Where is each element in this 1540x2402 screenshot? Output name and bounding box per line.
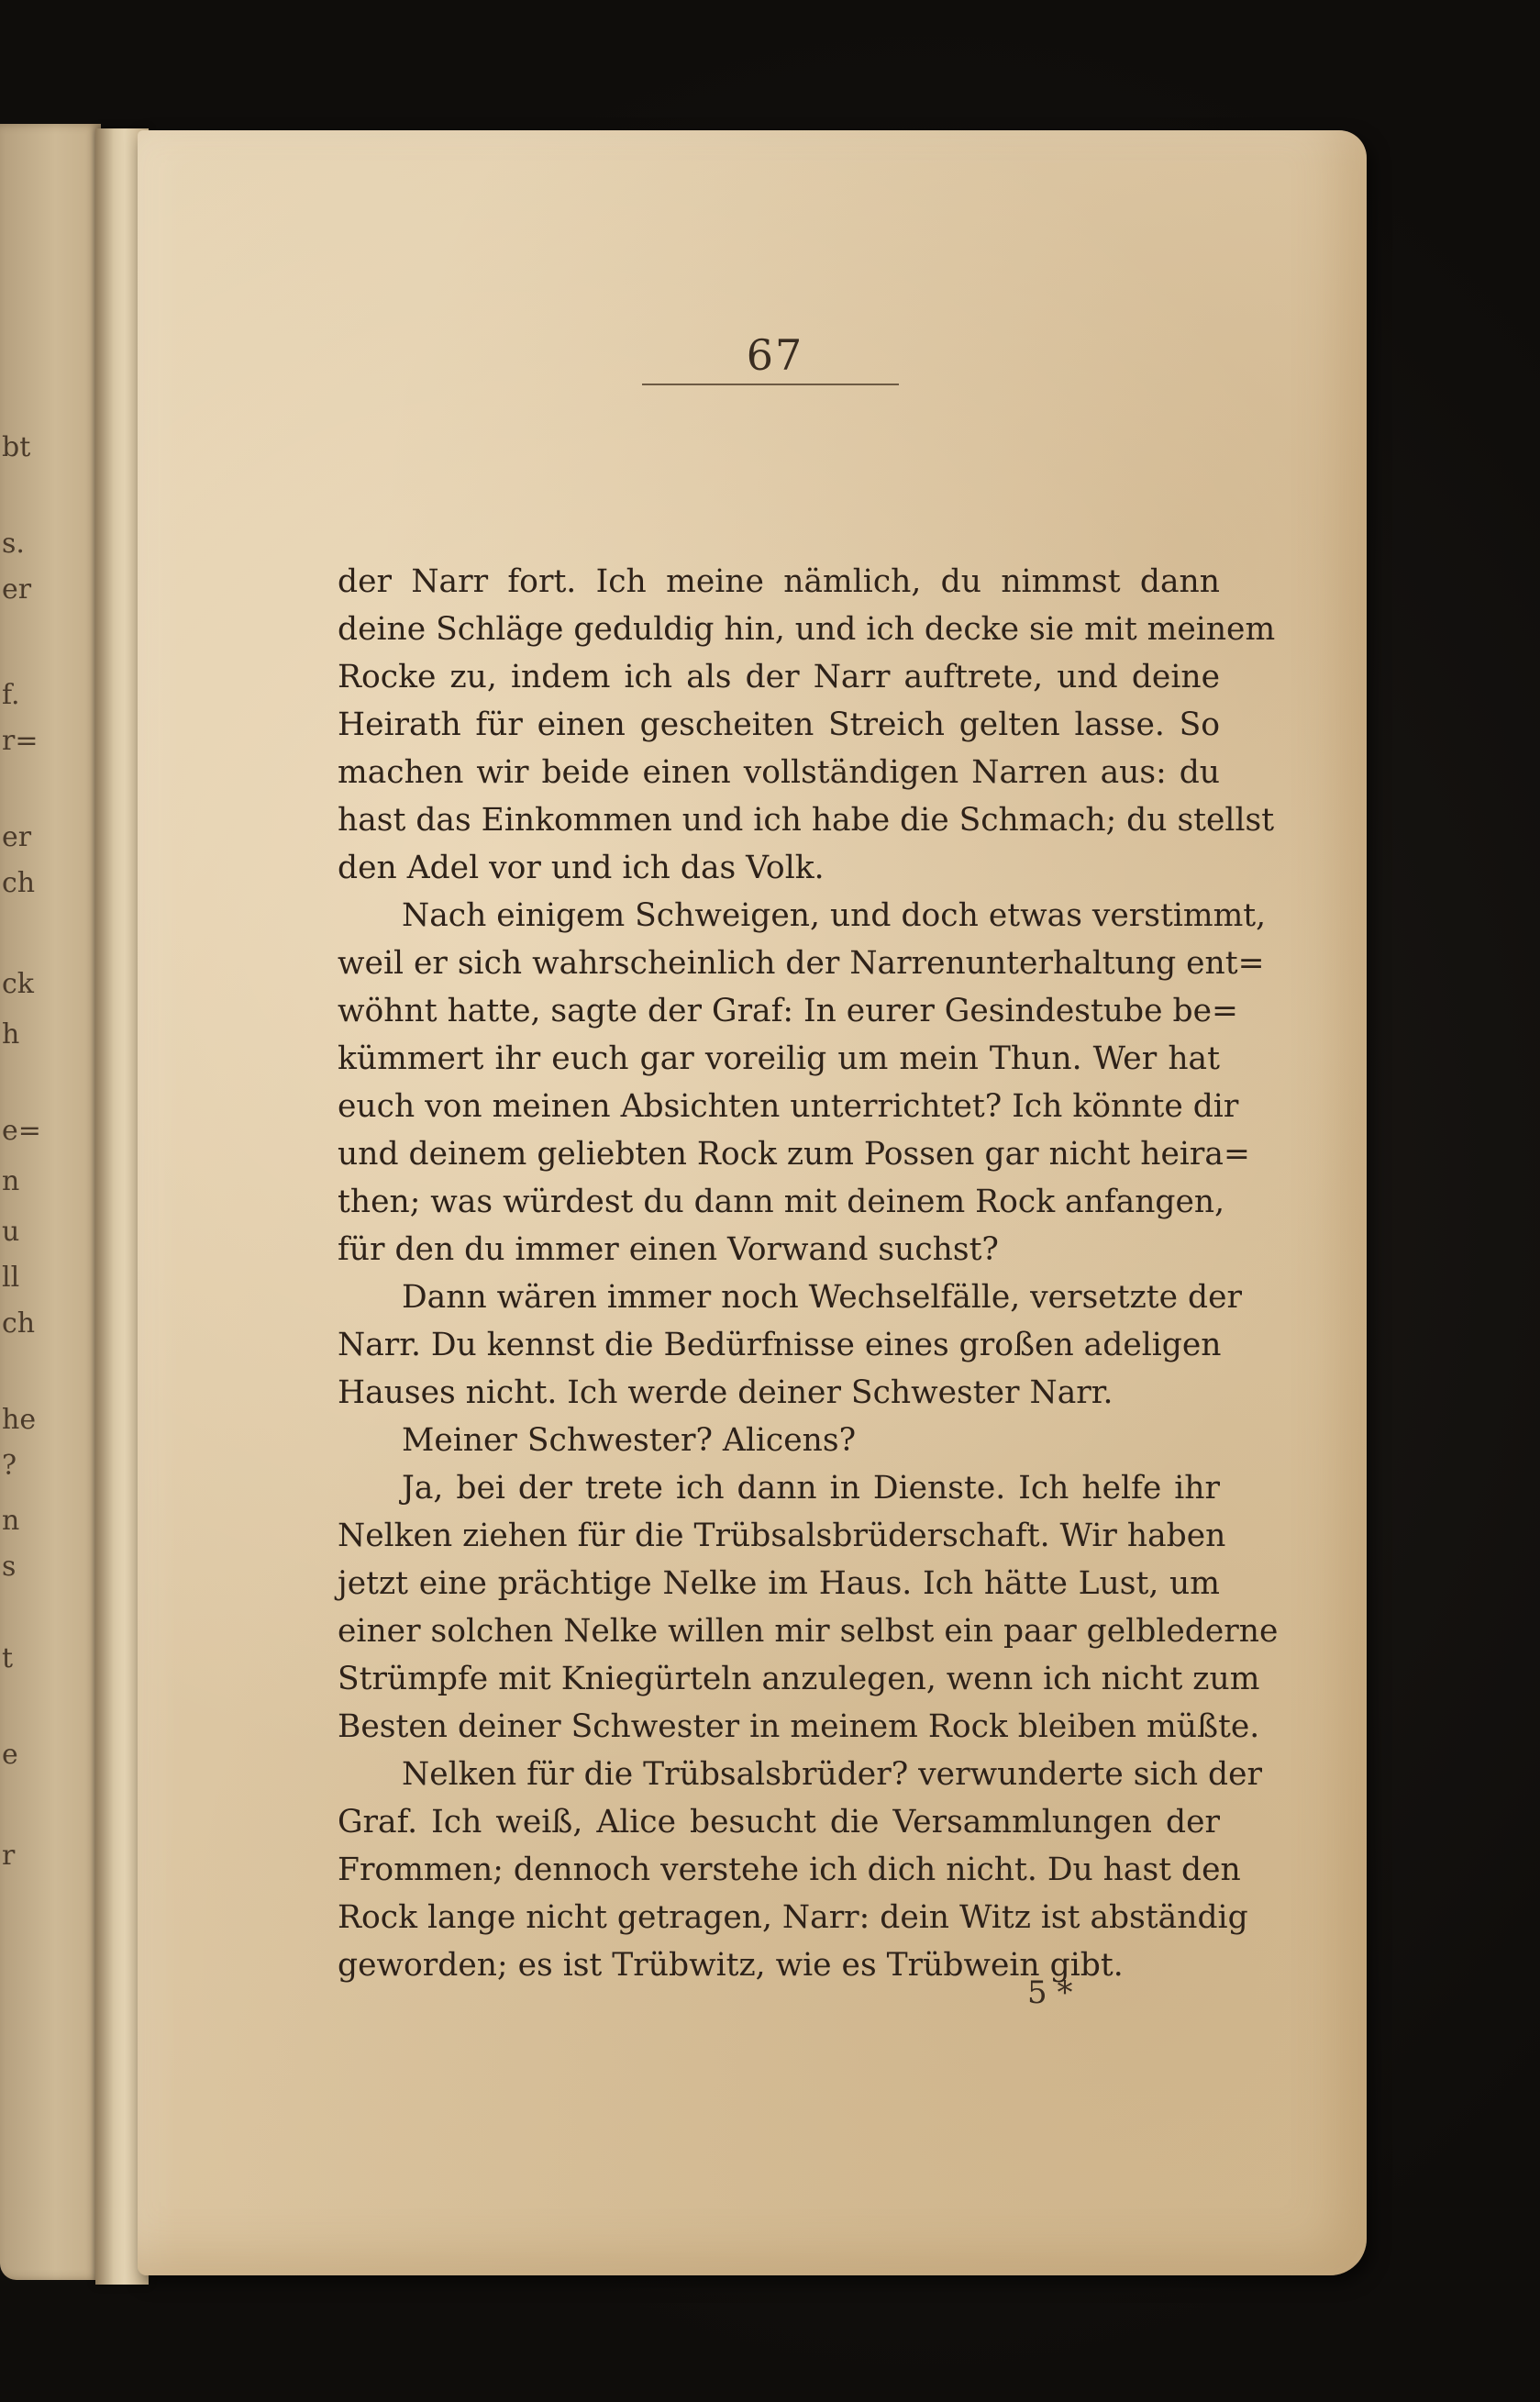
previous-page-text-fragment: s <box>2 1551 17 1583</box>
previous-page-text-fragment: ck <box>2 968 34 1000</box>
previous-page-text-fragment: ? <box>2 1450 17 1482</box>
text-line: Meiner Schwester? Alicens? <box>402 1422 857 1459</box>
text-line: für den du immer einen Vorwand suchst? <box>338 1231 999 1268</box>
previous-page-text-fragment: e <box>2 1739 18 1771</box>
text-line: weil er sich wahrscheinlich der Narrenunterhaltung ent= <box>338 945 1265 982</box>
previous-page-text-fragment: n <box>2 1505 20 1537</box>
previous-page-text-fragment: s. <box>2 528 25 560</box>
text-line: den Adel vor und ich das Volk. <box>338 850 825 886</box>
body-text <box>338 558 1279 1989</box>
text-line: hast das Einkommen und ich habe die Schmach; du stellst <box>338 802 1275 839</box>
previous-page-text-fragment: ll <box>2 1262 20 1294</box>
text-line: Nelken ziehen für die Trübsalsbrüderschaft. Wir haben <box>338 1518 1226 1554</box>
text-line: Heirath für einen gescheiten Streich gelten lasse. So <box>338 706 1220 743</box>
signature-mark: 5 * <box>1027 1974 1073 2011</box>
text-line: wöhnt hatte, sagte der Graf: In eurer Gesindestube be= <box>338 993 1238 1029</box>
text-line: machen wir beide einen vollständigen Narren aus: du <box>338 754 1220 791</box>
text-line: Hauses nicht. Ich werde deiner Schwester Narr. <box>338 1374 1113 1411</box>
text-line: Besten deiner Schwester in meinem Rock bleiben müßte. <box>338 1708 1260 1745</box>
previous-page-text-fragment: t <box>2 1642 14 1674</box>
text-line: geworden; es ist Trübwitz, wie es Trübwein gibt. <box>338 1947 1124 1984</box>
text-line: Graf. Ich weiß, Alice besucht die Versammlungen der <box>338 1804 1220 1840</box>
text-line: euch von meinen Absichten unterrichtet? Ich könnte dir <box>338 1088 1239 1125</box>
text-line: Narr. Du kennst die Bedürfnisse eines großen adeligen <box>338 1327 1222 1363</box>
text-line: Nelken für die Trübsalsbrüder? verwunderte sich der <box>402 1756 1263 1793</box>
text-line: Dann wären immer noch Wechselfälle, versetzte der <box>402 1279 1242 1316</box>
previous-page-edge <box>0 124 101 2280</box>
header-rule <box>642 384 899 385</box>
text-line: Ja, bei der trete ich dann in Dienste. Ich helfe ihr <box>402 1470 1220 1507</box>
text-line: Rock lange nicht getragen, Narr: dein Witz ist abständig <box>338 1899 1248 1936</box>
text-line: jetzt eine prächtige Nelke im Haus. Ich hätte Lust, um <box>338 1565 1220 1602</box>
previous-page-text-fragment: h <box>2 1018 20 1051</box>
previous-page-text-fragment: he <box>2 1404 37 1436</box>
previous-page-text-fragment: ch <box>2 1307 36 1340</box>
previous-page-text-fragment: ch <box>2 867 36 899</box>
previous-page-text-fragment: n <box>2 1165 20 1197</box>
previous-page-text-fragment: er <box>2 821 32 853</box>
previous-page-text-fragment: r= <box>2 725 39 757</box>
text-line: Rocke zu, indem ich als der Narr auftrete, und deine <box>338 659 1220 695</box>
book-page <box>138 130 1367 2275</box>
text-line: und deinem geliebten Rock zum Possen gar nicht heira= <box>338 1136 1250 1173</box>
text-line: einer solchen Nelke willen mir selbst ein paar gelblederne <box>338 1613 1279 1650</box>
page-number: 67 <box>746 330 804 380</box>
previous-page-text-fragment: e= <box>2 1115 41 1147</box>
text-line: then; was würdest du dann mit deinem Rock anfangen, <box>338 1184 1225 1220</box>
previous-page-text-fragment: bt <box>2 431 31 463</box>
previous-page-text-fragment: u <box>2 1216 20 1248</box>
previous-page-text-fragment: r <box>2 1840 16 1872</box>
text-line: Nach einigem Schweigen, und doch etwas verstimmt, <box>402 897 1267 934</box>
text-line: der Narr fort. Ich meine nämlich, du nimmst dann <box>338 563 1220 600</box>
text-line: Frommen; dennoch verstehe ich dich nicht. Du hast den <box>338 1852 1241 1888</box>
text-line: kümmert ihr euch gar voreilig um mein Thun. Wer hat <box>338 1040 1220 1077</box>
text-line: deine Schläge geduldig hin, und ich decke sie mit meinem <box>338 611 1276 648</box>
text-line: Strümpfe mit Kniegürteln anzulegen, wenn ich nicht zum <box>338 1661 1260 1697</box>
previous-page-text-fragment: er <box>2 573 32 606</box>
previous-page-text-fragment: f. <box>2 679 20 711</box>
